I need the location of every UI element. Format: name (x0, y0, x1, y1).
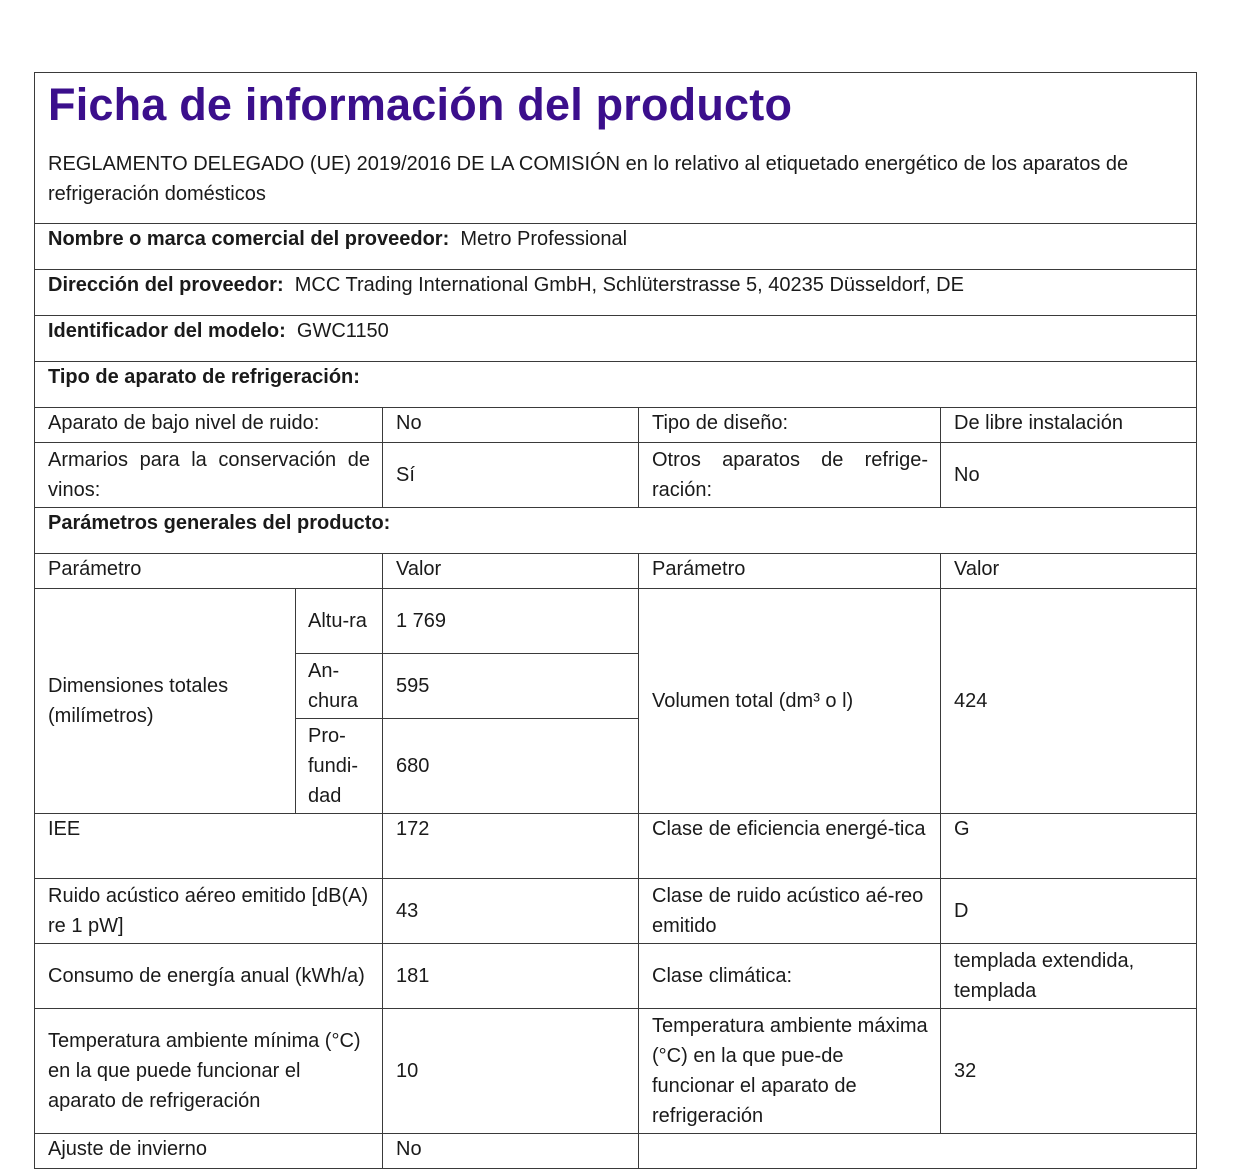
noise-value: 43 (383, 879, 639, 944)
energy-class-label: Clase de eficiencia energé-tica (639, 814, 941, 879)
general-parameters-heading: Parámetros generales del producto: (35, 508, 1197, 554)
noise-label: Ruido acústico aéreo emitido [dB(A) re 1 pW] (35, 879, 383, 944)
supplier-address-cell (35, 270, 1197, 316)
other-appliances-label: Otros aparatos de refrige-ración: (639, 443, 941, 508)
design-type-label: Tipo de diseño: (639, 408, 941, 443)
min-temp-label: Temperatura ambiente mínima (°C) en la que puede funcionar el aparato de refrigeración (35, 1009, 383, 1134)
total-volume-value: 424 (941, 589, 1197, 814)
column-header-parameter-2: Parámetro (639, 554, 941, 589)
width-label: An-chura (296, 654, 383, 719)
regulation-subtitle: REGLAMENTO DELEGADO (UE) 2019/2016 DE LA COMISIÓN en lo relativo al etiquetado energético de los aparatos de refrigeración domésticos (48, 153, 1129, 205)
model-identifier-cell (35, 316, 1197, 362)
climate-class-value: templada extendida, templada (941, 944, 1197, 1009)
total-volume-label: Volumen total (dm³ o l) (639, 589, 941, 814)
column-header-parameter: Parámetro (35, 554, 383, 589)
winter-setting-value: No (383, 1134, 639, 1169)
title-row (35, 73, 1197, 224)
dimensions-label: Dimensiones totales (milímetros) (35, 589, 296, 814)
document-title: Ficha de información del producto (48, 79, 793, 130)
noise-row (35, 879, 1197, 944)
annual-energy-label: Consumo de energía anual (kWh/a) (35, 944, 383, 1009)
appliance-type-heading: Tipo de aparato de refrigeración: (35, 362, 1197, 408)
low-noise-row (35, 408, 1197, 443)
low-noise-value: No (383, 408, 639, 443)
climate-class-label: Clase climática: (639, 944, 941, 1009)
wine-cabinet-value: Sí (383, 443, 639, 508)
design-type-value: De libre instalación (941, 408, 1197, 443)
max-temp-value: 32 (941, 1009, 1197, 1134)
other-appliances-value: No (941, 443, 1197, 508)
empty-cell (639, 1134, 1197, 1169)
eei-label: IEE (35, 814, 383, 879)
supplier-name-label: Nombre o marca comercial del proveedor: (48, 228, 450, 250)
height-label: Altu-ra (296, 589, 383, 654)
depth-label: Pro-fundi-dad (296, 719, 383, 814)
winter-setting-label: Ajuste de invierno (35, 1134, 383, 1169)
width-value: 595 (383, 654, 639, 719)
model-identifier-value: GWC1150 (296, 320, 389, 342)
eei-row (35, 814, 1197, 879)
title-cell (35, 73, 1197, 224)
wine-cabinet-row (35, 443, 1197, 508)
noise-class-label: Clase de ruido acústico aé-reo emitido (639, 879, 941, 944)
max-temp-label: Temperatura ambiente máxima (°C) en la que pue-de funcionar el aparato de refrigeración (639, 1009, 941, 1134)
supplier-address-row (35, 270, 1197, 316)
general-parameters-heading-row (35, 508, 1197, 554)
eei-value: 172 (383, 814, 639, 879)
supplier-address-label: Dirección del proveedor: (48, 274, 284, 296)
annual-energy-value: 181 (383, 944, 639, 1009)
supplier-name-value: Metro Professional (460, 228, 628, 250)
column-header-value: Valor (383, 554, 639, 589)
appliance-type-heading-row (35, 362, 1197, 408)
supplier-address-value: MCC Trading International GmbH, Schlüterstrasse 5, 40235 Düsseldorf, DE (294, 274, 964, 296)
column-header-value-2: Valor (941, 554, 1197, 589)
wine-cabinet-label: Armarios para la conservación de vinos: (35, 443, 383, 508)
annual-energy-row (35, 944, 1197, 1009)
product-information-sheet (34, 72, 1197, 1169)
noise-class-value: D (941, 879, 1197, 944)
model-identifier-label: Identificador del modelo: (48, 320, 286, 342)
winter-setting-row (35, 1134, 1197, 1169)
model-identifier-row (35, 316, 1197, 362)
depth-value: 680 (383, 719, 639, 814)
height-value: 1 769 (383, 589, 639, 654)
min-temp-value: 10 (383, 1009, 639, 1134)
supplier-name-row (35, 224, 1197, 270)
energy-class-value: G (941, 814, 1197, 879)
ambient-temperature-row (35, 1009, 1197, 1134)
column-header-row (35, 554, 1197, 589)
dimensions-height-row (35, 589, 1197, 654)
supplier-name-cell (35, 224, 1197, 270)
low-noise-label: Aparato de bajo nivel de ruido: (35, 408, 383, 443)
